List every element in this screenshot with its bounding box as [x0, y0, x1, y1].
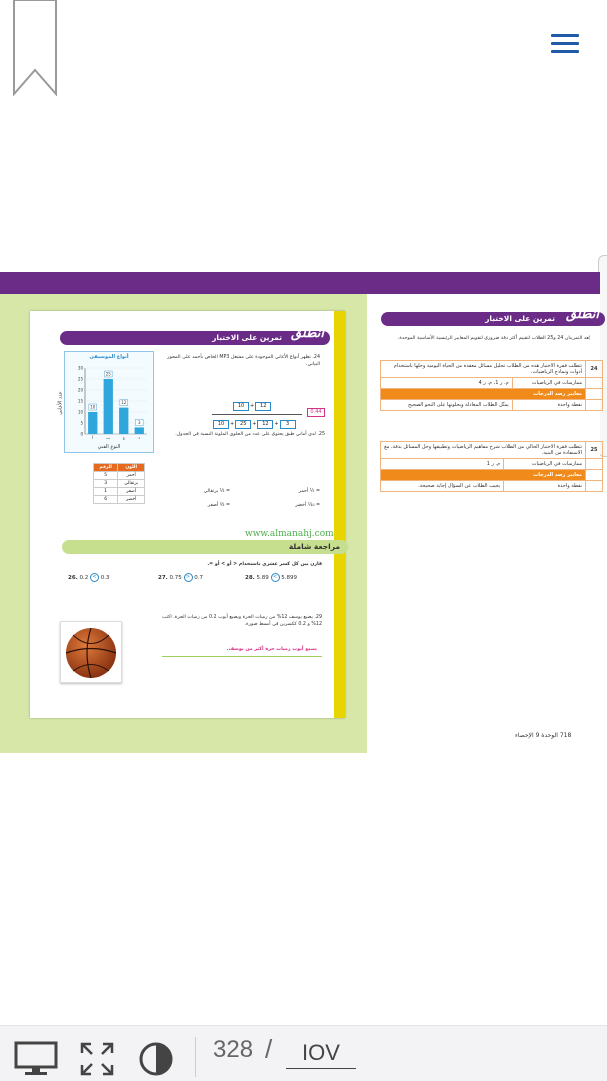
chart-category-label: ب — [106, 435, 111, 440]
monitor-icon[interactable] — [14, 1041, 58, 1081]
compare-item-26: 26. 0.2 < 0.3 — [68, 574, 110, 581]
q25-option-1: = ½ أحمر — [298, 489, 320, 494]
watermark: www.almanahj.com — [245, 529, 334, 539]
page-top-band — [0, 272, 600, 294]
q25-teacher-table: 25 تتطلب فقرة الاختبار الحالي من الطلاب شرح مفاهيم الرياضيات وتطبيقها وحل المسائل بدقة، مع الاستفادة من البنية. ممارسات في الرياضيات م. ر 1 معايير رصد الدرجات نقطة واحدة يجيب الطلاب عن السؤال إجابة صحيحة. — [380, 441, 603, 492]
q24-expression-top: 10 + 12 — [232, 402, 272, 411]
chart-bar — [135, 427, 144, 434]
chart-category-label: أ — [92, 435, 94, 440]
chart-svg — [65, 352, 153, 452]
page-number-input[interactable] — [286, 1038, 356, 1069]
chart-data-label: 12 — [121, 400, 127, 406]
q25-option-4: = ⅔ أصفر — [207, 503, 230, 508]
q29-text: 29. يضيع يوسف 12% من رميات الحرة ويضيع أيوب 0.2 من رميات الحرة. اكتب 12% و 0.2 ككسرين في أبسط صورة. — [161, 615, 322, 627]
section-logo: انطلق — [290, 326, 324, 341]
toolbar-divider — [195, 1037, 196, 1077]
q24-teacher-table: 24 تتطلب فقرة الاختبار هذه من الطلاب تحليل مسائل معقدة من الحياة اليومية وحلها باستخدام أدوات ونماذج الرياضيات. ممارسات في الرياضيات م. ر 1، م. ر 4 معايير رصد الدرجات نقطة واحدة يمثّل الطلاب المعادلة ويحلونها على النحو الصحيح — [380, 360, 603, 411]
right-section-title: تمرين على الاختبار — [485, 314, 555, 323]
chart-ylabel: عدد الأغاني — [57, 391, 64, 415]
right-intro: يُعد التمرينان 24 و25 الطلاب لتقييم أكثر دقة ضروري لتقويم المعايير الرئيسية الأساسية الموحدة. — [397, 336, 590, 341]
chart-bar — [104, 379, 113, 434]
right-section-header — [381, 307, 605, 326]
right-section-logo: انطلق — [565, 307, 599, 322]
worksheet-edge — [334, 311, 345, 718]
chart-data-label: 3 — [137, 419, 141, 425]
section-title: تمرين على الاختبار — [212, 333, 282, 342]
q24-text: 24. تظهر أنواع الأغاني الموجودة على مشغل MP3 الخاص بأحمد على المحور البياني. — [167, 355, 320, 367]
bookmark-icon[interactable] — [12, 0, 58, 96]
page-total: 328 — [213, 1036, 254, 1063]
fullscreen-icon[interactable] — [79, 1041, 115, 1081]
fraction-line — [212, 414, 302, 415]
hamburger-menu-icon[interactable] — [551, 34, 579, 54]
music-chart — [57, 351, 154, 453]
chart-xlabel: النوع الفني — [97, 444, 121, 450]
chart-tick-label: 25 — [77, 376, 83, 382]
chart-tick-label: 0 — [80, 431, 83, 437]
left-section-header — [60, 326, 330, 345]
review-instruction: قارن بين كل كسر عشري باستخدام < أو > أو =. — [207, 562, 322, 567]
answer-rule — [162, 656, 322, 657]
chart-data-label: 25 — [105, 371, 111, 377]
candy-table: الرقم اللون 5 أحمر 3 برتقالي 1 أصفر 6 أخضر — [93, 463, 145, 504]
basketball-icon — [60, 621, 122, 683]
chart-bar — [88, 412, 97, 434]
chart-tick-label: 30 — [77, 365, 83, 371]
q24-answer: 0.44 — [307, 408, 325, 417]
q24-expression-bottom: 10 + 25 + 12 + 3 — [212, 420, 297, 429]
chart-tick-label: 10 — [77, 409, 83, 415]
review-header: مراجعة شاملة — [62, 540, 348, 554]
q29-answer: يضيع أيوب رميات حرة أكثر من يوسف. — [226, 647, 317, 652]
chart-title: أنواع الموسيقى — [89, 354, 129, 360]
q25-text: 25. لدى أماني طبق يحتوي على عدد من الحلوى الملونة النسبة في الجدول. — [175, 432, 325, 437]
chart-tick-label: 15 — [77, 398, 83, 404]
compare-item-28: 28. 5.89 < 5.899 — [245, 574, 297, 581]
chart-data-label: 10 — [90, 404, 96, 410]
chart-bar — [119, 408, 128, 434]
compare-item-27: 27. 0.75 > 0.7 — [158, 574, 203, 581]
chart-category-label: د — [138, 435, 141, 440]
chart-tick-label: 5 — [80, 420, 83, 426]
chart-category-label: ج — [122, 435, 126, 440]
page-separator: / — [265, 1034, 273, 1064]
q25-option-3: = ⅒ أخضر — [295, 503, 320, 508]
page-footer: 718 الوحدة 9 الإحصاء — [515, 732, 572, 739]
chart-tick-label: 20 — [77, 387, 83, 393]
q25-option-2: = ⅓ برتقالي — [203, 489, 230, 494]
contrast-icon[interactable] — [138, 1041, 174, 1081]
